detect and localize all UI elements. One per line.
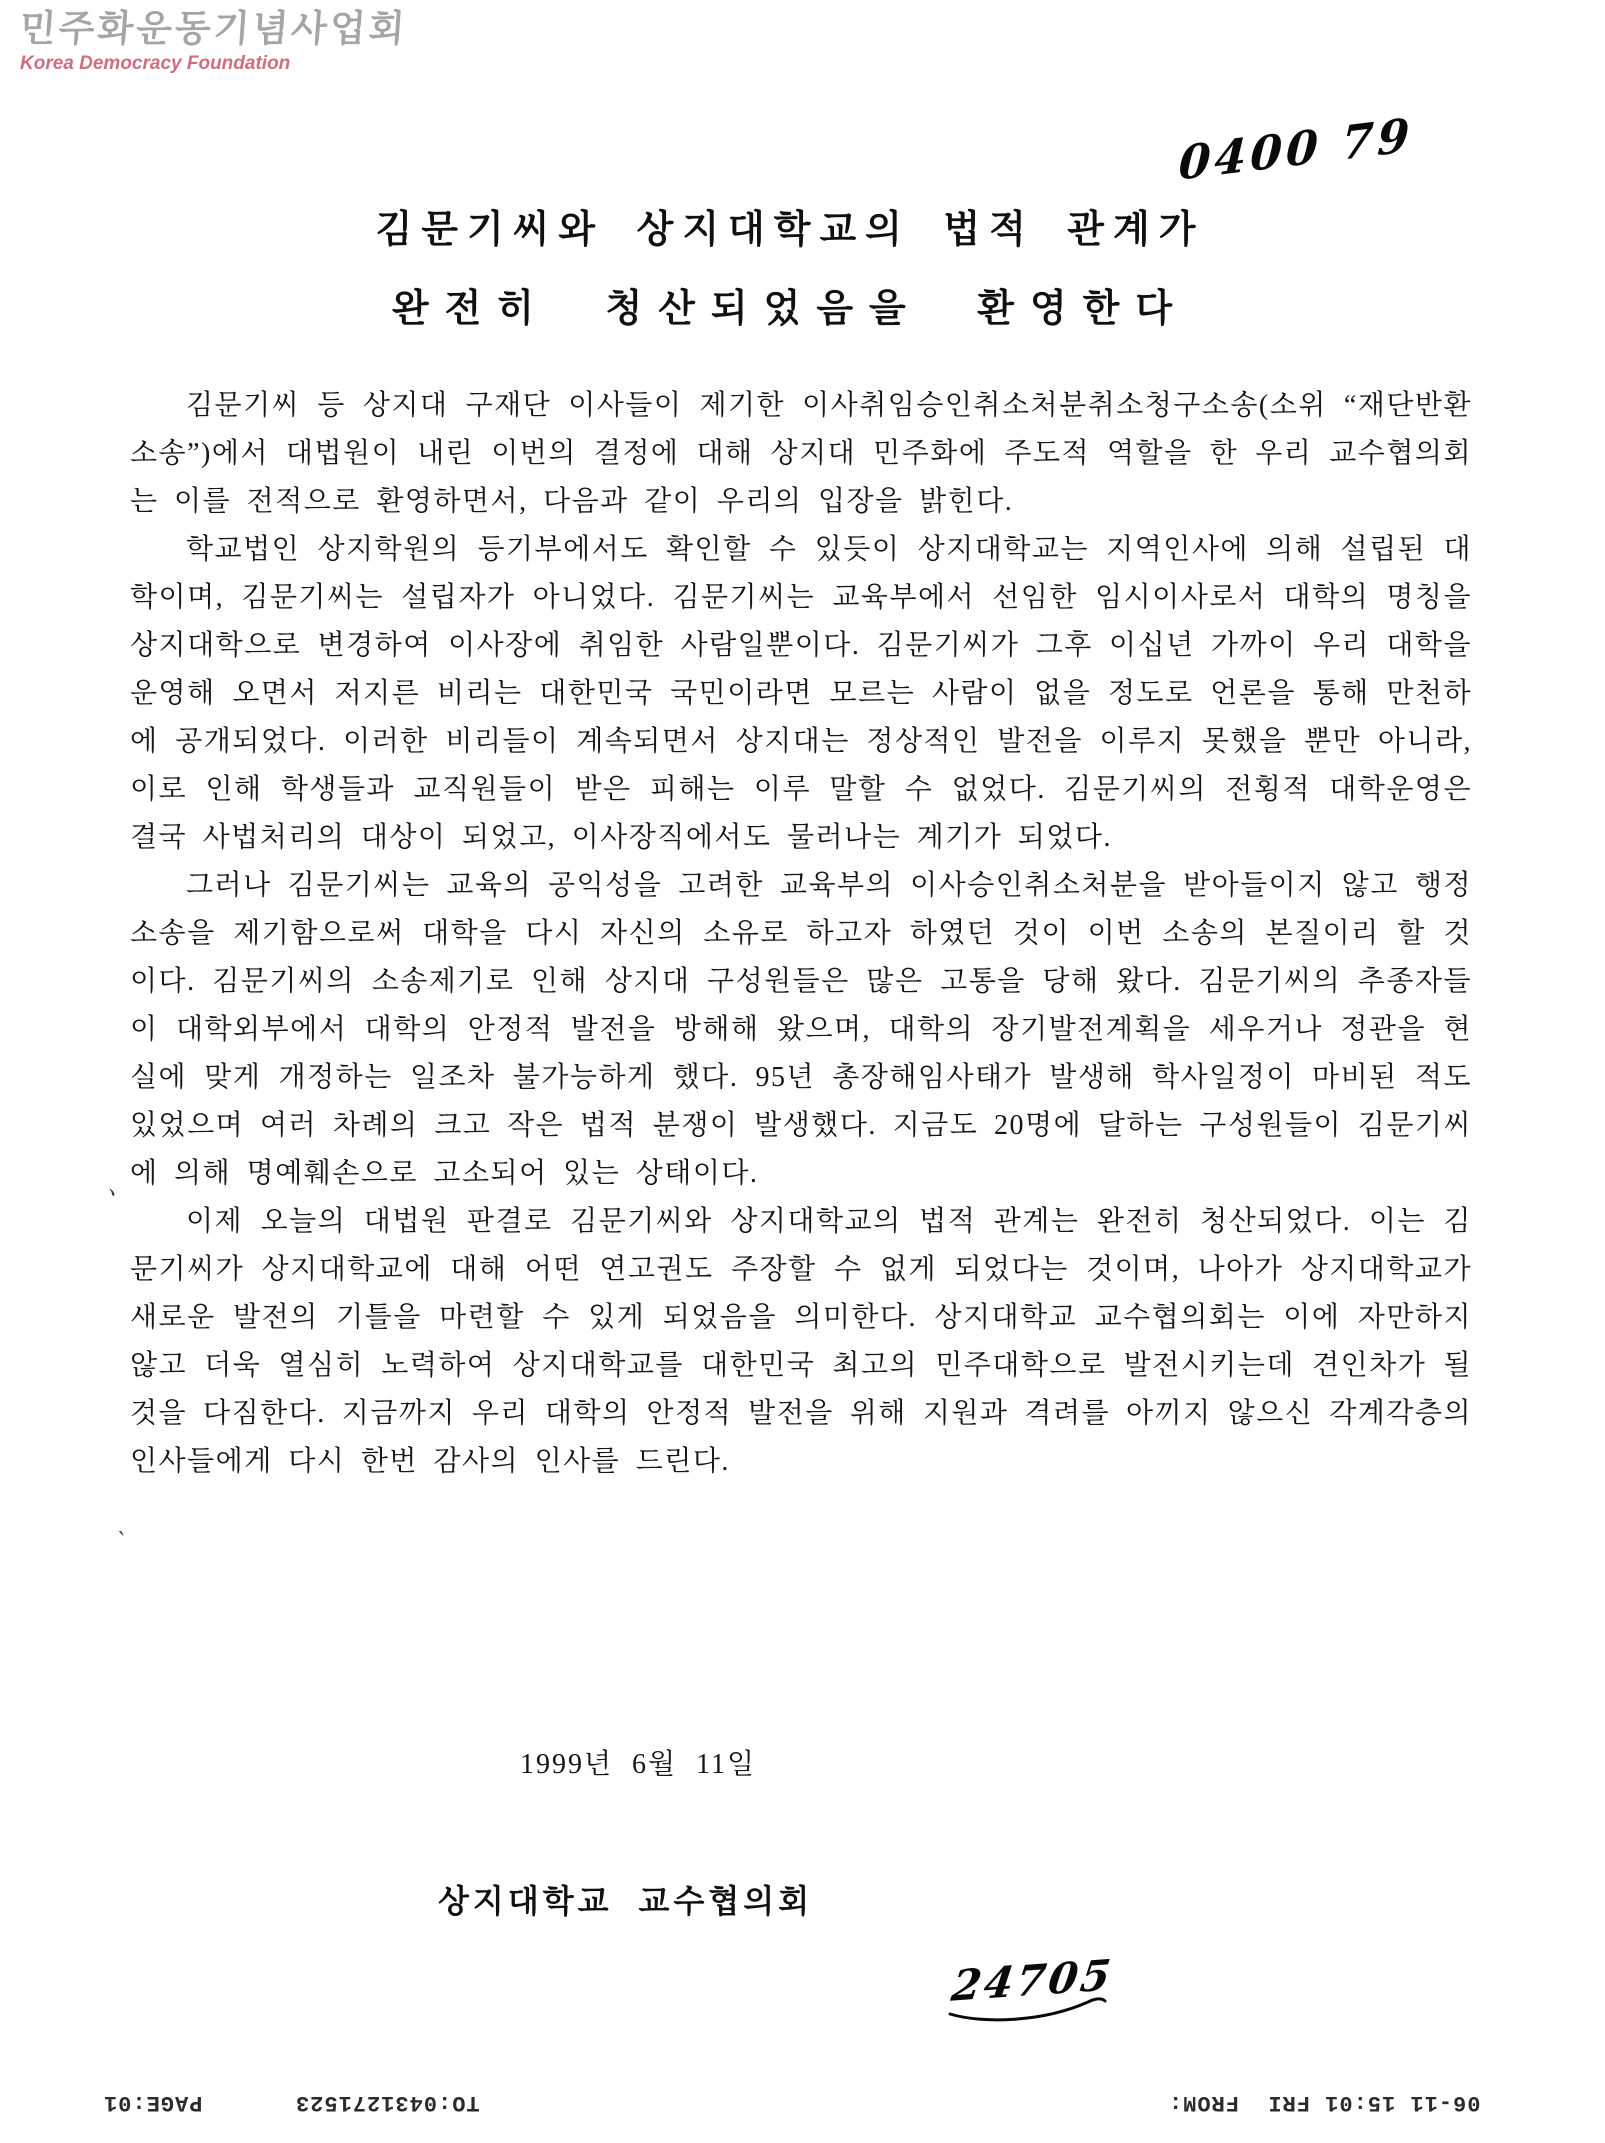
paragraph-4: 이제 오늘의 대법원 판결로 김문기씨와 상지대학교의 법적 관계는 완전히 청산되었다. 이는 김문기씨가 상지대학교에 대해 어떤 연고권도 주장할 수 없게 되었다는 것이며, 나아가 상지대학교가 새로운 발전의 기틀을 마련할 수 있게 되었음을 의미한다. 상지대학교 교수협의회는 이에 자만하지 않고 더욱 열심히 노력하여 상지대학교를 대한민국 최고의 민주대학으로 발전시키는데 견인차가 될 것을 다짐한다. 지금까지 우리 대학의 안정적 발전을 위해 지원과 격려를 아끼지 않으신 각계각층의 인사들에게 다시 한번 감사의 인사를 드린다. <box>130 1206 1472 1477</box>
scan-artifact-mark: ` <box>113 1527 127 1555</box>
paragraph-1: 김문기씨 등 상지대 구재단 이사들이 제기한 이사취임승인취소처분취소청구소송(소위 “재단반환소송”)에서 대법원이 내린 이번의 결정에 대해 상지대 민주화에 주도적 역할을 한 우리 교수협의회는 이를 전적으로 환영하면서, 다음과 같이 우리의 입장을 밝힌다. <box>130 390 1472 517</box>
fax-footer-to-number: TO:0431271523 <box>295 2090 480 2115</box>
title-line-2: 완전히 청산되었음을 환영한다 <box>391 288 1189 330</box>
kdf-logo-english: Korea Democracy Foundation <box>20 52 291 74</box>
fax-footer-from-timestamp: 06-11 15:01 FRI FROM: <box>1168 2090 1481 2115</box>
handwritten-top-note: 0400 79 <box>1177 107 1415 191</box>
fax-footer-page-number: PAGE:01 <box>103 2090 203 2115</box>
title-line-1: 김문기씨와 상지대학교의 법적 관계가 <box>375 209 1205 251</box>
scan-artifact-mark: 、 <box>106 1173 137 1205</box>
paragraph-3: 그러나 김문기씨는 교육의 공익성을 고려한 교육부의 이사승인취소처분을 받아들이지 않고 행정소송을 제기함으로써 대학을 다시 자신의 소유로 하고자 하였던 것이 이번 소송의 본질이리 할 것이다. 김문기씨의 소송제기로 인해 상지대 구성원들은 많은 고통을 당해 왔다. 김문기씨의 추종자들이 대학외부에서 대학의 안정적 발전을 방해해 왔으며, 대학의 장기발전계획을 세우거나 정관을 현실에 맞게 개정하는 일조차 불가능하게 했다. 95년 총장해임사태가 발생해 학사일정이 마비된 적도 있었으며 여러 차례의 크고 작은 법적 분쟁이 발생했다. 지금도 20명에 달하는 구성원들이 김문기씨에 의해 명예훼손으로 고소되어 있는 상태이다. <box>130 870 1472 1189</box>
signature-org: 상지대학교 교수협의회 <box>438 1883 814 1919</box>
kdf-logo <box>20 8 407 75</box>
document-body <box>130 382 1472 1486</box>
handwritten-underline-stroke <box>948 1994 1108 2024</box>
handwritten-bottom-note: 24705 <box>948 1950 1117 2011</box>
document-title <box>0 198 1580 332</box>
paragraph-2: 학교법인 상지학원의 등기부에서도 확인할 수 있듯이 상지대학교는 지역인사에 의해 설립된 대학이며, 김문기씨는 설립자가 아니었다. 김문기씨는 교육부에서 선임한 임시이사로서 대학의 명칭을 상지대학으로 변경하여 이사장에 취임한 사람일뿐이다. 김문기씨가 그후 이십년 가까이 우리 대학을 운영해 오면서 저지른 비리는 대한민국 국민이라면 모르는 사람이 없을 정도로 언론을 통해 만천하에 공개되었다. 이러한 비리들이 계속되면서 상지대는 정상적인 발전을 이루지 못했을 뿐만 아니라, 이로 인해 학생들과 교직원들이 받은 피해는 이루 말할 수 없었다. 김문기씨의 전횡적 대학운영은 결국 사법처리의 대상이 되었고, 이사장직에서도 물러나는 계기가 되었다. <box>130 534 1472 853</box>
kdf-logo-korean-calligraphy: 민주화운동기념사업회 <box>18 6 409 50</box>
document-date: 1999년 6월 11일 <box>520 1749 757 1780</box>
